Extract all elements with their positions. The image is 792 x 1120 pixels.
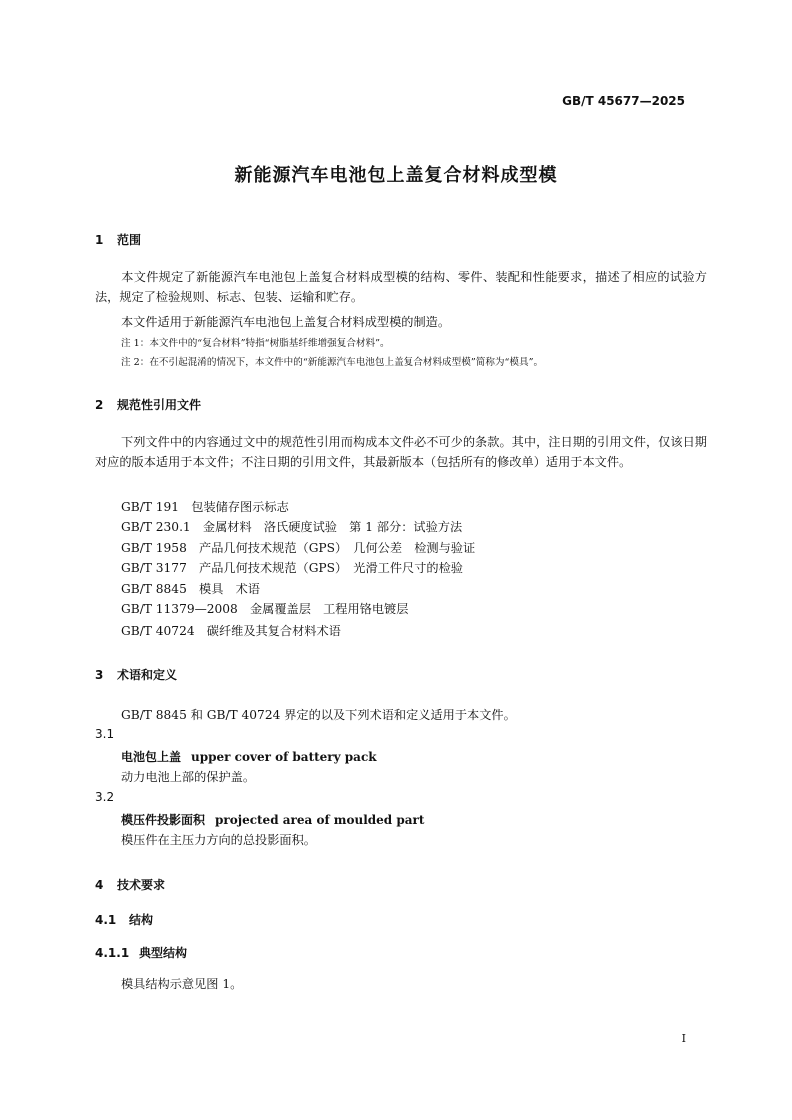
section-3-paragraph: GB/T 8845 和 GB/T 40724 界定的以及下列术语和定义适用于本文件。 [121,708,516,722]
term-name [121,811,424,828]
term-name [121,748,377,765]
section-number: 3 [95,668,104,682]
section-3-heading [95,666,177,683]
reference-item: GB/T 1958 产品几何技术规范（GPS） 几何公差 检测与验证 [121,541,476,555]
page-number: I [681,1032,686,1045]
document-title: 新能源汽车电池包上盖复合材料成型模 [234,165,558,186]
section-1-paragraph-2: 本文件适用于新能源汽车电池包上盖复合材料成型模的制造。 [121,315,451,329]
section-2-heading [95,396,201,413]
term-definition: 模压件在主压力方向的总投影面积。 [121,833,316,847]
reference-item: GB/T 11379—2008 金属覆盖层 工程用铬电镀层 [121,602,409,616]
section-number: 1 [95,233,104,247]
standard-id: GB/T 45677—2025 [562,94,685,108]
section-4-paragraph: 模具结构示意见图 1。 [121,977,243,991]
paragraph-text: 本文件规定了新能源汽车电池包上盖复合材料成型模的结构、零件、装配和性能要求，描述了相应的试验方法，规定了检验规则、标志、包装、运输和贮存。 [95,270,707,304]
section-1-heading [95,231,141,248]
subsection-number: 4.1 [95,913,117,927]
term-name-zh: 电池包上盖 [121,750,182,764]
subsubsection-number: 4.1.1 [95,946,130,960]
section-number: 4 [95,878,104,892]
term-number: 3.1 [95,727,115,741]
term-definition: 动力电池上部的保护盖。 [121,770,256,784]
reference-item: GB/T 40724 碳纤维及其复合材料术语 [121,624,341,638]
section-4-heading [95,876,165,893]
term-number: 3.2 [95,790,115,804]
reference-item: GB/T 230.1 金属材料 洛氏硬度试验 第 1 部分：试验方法 [121,520,463,534]
subsubsection-title: 典型结构 [139,946,188,960]
reference-item: GB/T 8845 模具 术语 [121,582,260,596]
section-number: 2 [95,398,104,412]
section-title: 范围 [117,233,142,247]
section-title: 术语和定义 [117,668,178,682]
subsection-heading [95,911,153,928]
section-1-paragraph-1 [95,268,707,307]
reference-item: GB/T 3177 产品几何技术规范（GPS） 光滑工件尺寸的检验 [121,561,463,575]
paragraph-text: 下列文件中的内容通过文中的规范性引用而构成本文件必不可少的条款。其中，注日期的引用文件，仅该日期对应的版本适用于本文件；不注日期的引用文件，其最新版本（包括所有的修改单）适用于本文件。 [95,435,707,469]
section-2-paragraph [95,433,707,472]
term-name-zh: 模压件投影面积 [121,813,206,827]
subsubsection-heading [95,944,187,961]
term-name-en: projected area of moulded part [215,813,425,827]
subsection-title: 结构 [129,913,154,927]
section-title: 规范性引用文件 [117,398,202,412]
note-2: 注 2：在不引起混淆的情况下，本文件中的“新能源汽车电池包上盖复合材料成型模”简称为“模具”。 [121,357,544,368]
section-title: 技术要求 [117,878,166,892]
reference-item: GB/T 191 包装储存图示标志 [121,500,289,514]
note-1: 注 1：本文件中的“复合材料”特指“树脂基纤维增强复合材料”。 [121,338,390,349]
term-name-en: upper cover of battery pack [191,750,377,764]
